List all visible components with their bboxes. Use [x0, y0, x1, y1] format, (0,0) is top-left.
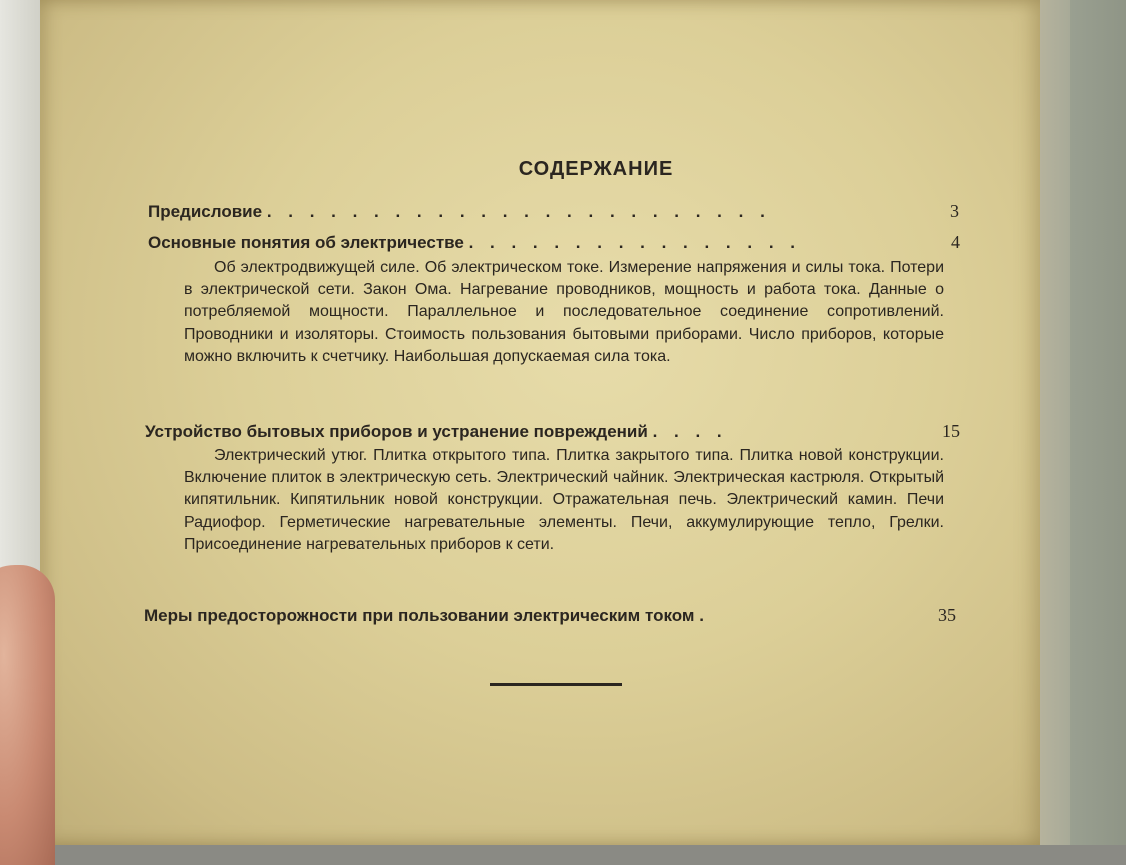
finger	[0, 565, 55, 865]
toc-leader-dots: .	[699, 606, 710, 625]
toc-page-number: 4	[951, 232, 960, 252]
toc-entry-label: Меры предосторожности при пользовании электрическим током	[144, 606, 695, 625]
toc-entry-description: Электрический утюг. Плитка открытого типа. Плитка закрытого типа. Плитка новой конструкции. Включение плиток в электрическую сеть. Электрический чайник. Электрическая кастрюля. Открытый кипятильник. Кипятильник новой конструкции. Отражательная печь. Электрический камин. Печи Радиофор. Герметические нагревательные элементы. Печи, аккумулирующие тепло, Грелки. Присоединение нагревательных приборов к сети.	[184, 447, 944, 553]
toc-page-number: 15	[942, 421, 960, 441]
toc-entry-title	[148, 233, 928, 253]
toc-entry-label: Устройство бытовых приборов и устранение повреждений	[145, 422, 648, 441]
toc-entry-title	[144, 606, 924, 626]
toc-leader-dots: . . . . . . . . . . . . . . . . . . . . . . . .	[266, 202, 771, 221]
toc-entry-title	[148, 202, 928, 222]
book-cover-edge	[1040, 0, 1070, 845]
toc-leader-dots: . . . . . . . . . . . . . . . .	[468, 233, 801, 252]
closing-rule	[490, 683, 622, 686]
toc-page-number: 3	[950, 201, 959, 221]
toc-heading: СОДЕРЖАНИЕ	[518, 158, 674, 180]
toc-entry-title	[145, 422, 925, 442]
toc-page-number: 35	[938, 605, 956, 625]
toc-entry-label: Основные понятия об электричестве	[148, 233, 464, 252]
toc-leader-dots: . . . .	[652, 422, 728, 441]
toc-entry-description: Об электродвижущей силе. Об электрическом токе. Измерение напряжения и силы тока. Потери в электрической сети. Закон Ома. Нагревание проводников, мощность и работа тока. Данные о потребляемой мощности. Параллельное и последовательное соединение сопротивлений. Проводники и изоляторы. Стоимость пользования бытовыми приборами. Число приборов, которые можно включить к счетчику. Наибольшая допускаемая сила тока.	[184, 259, 944, 365]
toc-entry-label: Предисловие	[148, 202, 263, 221]
